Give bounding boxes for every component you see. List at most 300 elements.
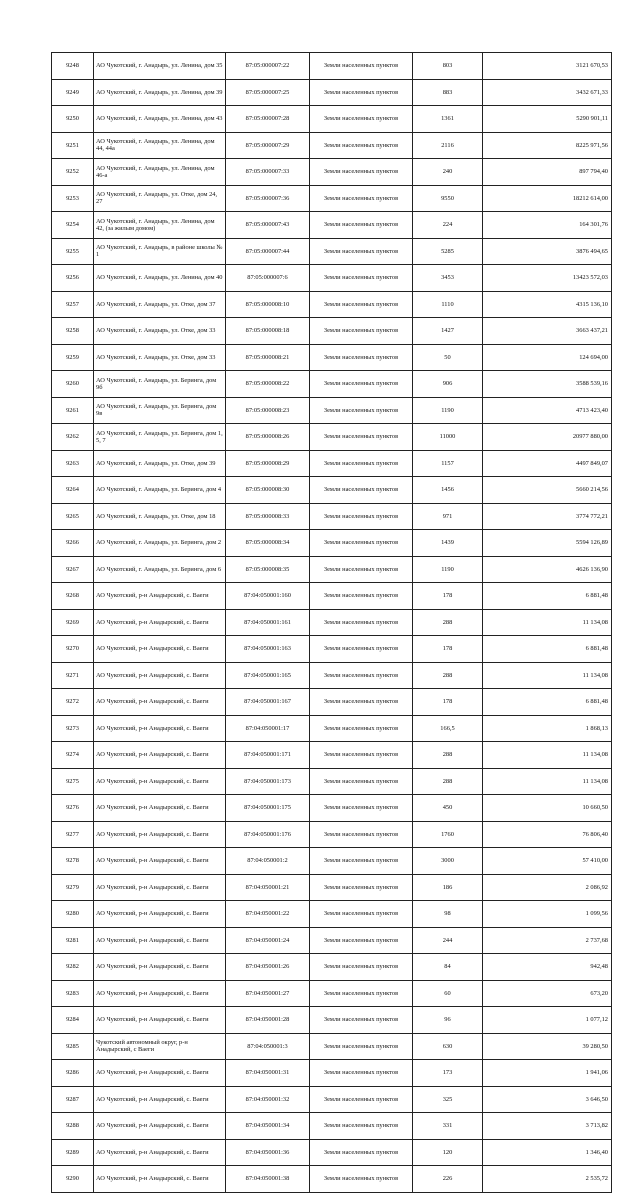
cadastral-value-cell: 57 410,00	[483, 848, 612, 875]
cadastral-value-cell: 76 806,40	[483, 821, 612, 848]
cadastral-value-cell: 11 134,08	[483, 662, 612, 689]
address-cell: АО Чукотский, г. Анадырь, ул. Ленина, дом 42, (за жилым домом)	[94, 212, 226, 239]
area-cell: 1190	[413, 397, 483, 424]
address-cell: АО Чукотский, р-н Анадырский, с. Ваеги	[94, 848, 226, 875]
land-category-cell: Земли населенных пунктов	[310, 291, 413, 318]
table-row	[52, 238, 612, 265]
row-number: 9271	[52, 662, 94, 689]
table-row	[52, 53, 612, 80]
table-row	[52, 1060, 612, 1087]
cadastral-value-cell: 1 868,13	[483, 715, 612, 742]
row-number: 9253	[52, 185, 94, 212]
land-category-cell: Земли населенных пунктов	[310, 954, 413, 981]
cadastral-number-cell: 87:05:000007:25	[226, 79, 310, 106]
address-cell: АО Чукотский, р-н Анадырский, с. Ваеги	[94, 821, 226, 848]
table-row	[52, 424, 612, 451]
table-row	[52, 1007, 612, 1034]
row-number: 9268	[52, 583, 94, 610]
area-cell: 240	[413, 159, 483, 186]
row-number: 9289	[52, 1139, 94, 1166]
land-category-cell: Земли населенных пунктов	[310, 1113, 413, 1140]
row-number: 9285	[52, 1033, 94, 1060]
cadastral-value-cell: 39 280,50	[483, 1033, 612, 1060]
area-cell: 288	[413, 768, 483, 795]
land-category-cell: Земли населенных пунктов	[310, 768, 413, 795]
cadastral-number-cell: 87:05:000007:36	[226, 185, 310, 212]
address-cell: АО Чукотский, р-н Анадырский, с. Ваеги	[94, 1166, 226, 1193]
cadastral-value-cell: 3663 437,21	[483, 318, 612, 345]
row-number: 9261	[52, 397, 94, 424]
table-row	[52, 927, 612, 954]
address-cell: АО Чукотский, г. Анадырь, ул. Ленина, дом 39	[94, 79, 226, 106]
land-category-cell: Земли населенных пунктов	[310, 503, 413, 530]
cadastral-number-cell: 87:05:000007:33	[226, 159, 310, 186]
cadastral-value-cell: 164 301,76	[483, 212, 612, 239]
table-row	[52, 79, 612, 106]
area-cell: 178	[413, 636, 483, 663]
land-category-cell: Земли населенных пунктов	[310, 132, 413, 159]
land-category-cell: Земли населенных пунктов	[310, 742, 413, 769]
row-number: 9282	[52, 954, 94, 981]
cadastral-value-cell: 11 134,08	[483, 742, 612, 769]
address-cell: АО Чукотский, г. Анадырь, ул. Беринга, дом 4	[94, 477, 226, 504]
cadastral-value-cell: 5594 126,89	[483, 530, 612, 557]
cadastral-value-cell: 20977 880,00	[483, 424, 612, 451]
cadastral-number-cell: 87:04:050001:160	[226, 583, 310, 610]
area-cell: 11000	[413, 424, 483, 451]
area-cell: 224	[413, 212, 483, 239]
table-row	[52, 768, 612, 795]
cadastral-number-cell: 87:04:050001:27	[226, 980, 310, 1007]
row-number: 9280	[52, 901, 94, 928]
table-row	[52, 450, 612, 477]
cadastral-number-cell: 87:04:050001:165	[226, 662, 310, 689]
land-category-cell: Земли населенных пунктов	[310, 424, 413, 451]
table-row	[52, 583, 612, 610]
area-cell: 9550	[413, 185, 483, 212]
land-category-cell: Земли населенных пунктов	[310, 265, 413, 292]
row-number: 9256	[52, 265, 94, 292]
table-row	[52, 503, 612, 530]
table-row	[52, 795, 612, 822]
cadastral-number-cell: 87:04:050001:167	[226, 689, 310, 716]
land-category-cell: Земли населенных пунктов	[310, 795, 413, 822]
area-cell: 178	[413, 583, 483, 610]
row-number: 9255	[52, 238, 94, 265]
cadastral-number-cell: 87:04:050001:161	[226, 609, 310, 636]
cadastral-value-cell: 6 881,48	[483, 583, 612, 610]
cadastral-number-cell: 87:05:000008:33	[226, 503, 310, 530]
table-row	[52, 344, 612, 371]
address-cell: АО Чукотский, р-н Анадырский, с. Ваеги	[94, 901, 226, 928]
area-cell: 244	[413, 927, 483, 954]
cadastral-number-cell: 87:04:050001:2	[226, 848, 310, 875]
address-cell: АО Чукотский, р-н Анадырский, с. Ваеги	[94, 874, 226, 901]
land-category-cell: Земли населенных пунктов	[310, 212, 413, 239]
cadastral-value-cell: 13423 572,03	[483, 265, 612, 292]
table-row	[52, 848, 612, 875]
table-row	[52, 1139, 612, 1166]
address-cell: АО Чукотский, р-н Анадырский, с. Ваеги	[94, 636, 226, 663]
cadastral-value-cell: 11 134,08	[483, 609, 612, 636]
area-cell: 971	[413, 503, 483, 530]
row-number: 9273	[52, 715, 94, 742]
land-category-cell: Земли населенных пунктов	[310, 450, 413, 477]
cadastral-value-cell: 673,20	[483, 980, 612, 1007]
land-category-cell: Земли населенных пунктов	[310, 662, 413, 689]
row-number: 9254	[52, 212, 94, 239]
address-cell: АО Чукотский, р-н Анадырский, с. Ваеги	[94, 609, 226, 636]
row-number: 9288	[52, 1113, 94, 1140]
land-category-cell: Земли населенных пунктов	[310, 1166, 413, 1193]
table-row	[52, 980, 612, 1007]
land-category-cell: Земли населенных пунктов	[310, 980, 413, 1007]
address-cell: АО Чукотский, г. Анадырь, ул. Беринга, дом 6	[94, 556, 226, 583]
table-row	[52, 901, 612, 928]
cadastral-value-cell: 6 881,48	[483, 689, 612, 716]
cadastral-value-cell: 11 134,08	[483, 768, 612, 795]
area-cell: 325	[413, 1086, 483, 1113]
row-number: 9263	[52, 450, 94, 477]
table-row	[52, 954, 612, 981]
row-number: 9283	[52, 980, 94, 1007]
table-row	[52, 715, 612, 742]
address-cell: Чукотский автономный округ, р-н Анадырский, с Ваеги	[94, 1033, 226, 1060]
address-cell: АО Чукотский, г. Анадырь, в районе школы № 1	[94, 238, 226, 265]
cadastral-number-cell: 87:04:050001:3	[226, 1033, 310, 1060]
row-number: 9250	[52, 106, 94, 133]
row-number: 9276	[52, 795, 94, 822]
table-row	[52, 821, 612, 848]
row-number: 9248	[52, 53, 94, 80]
area-cell: 96	[413, 1007, 483, 1034]
address-cell: АО Чукотский, г. Анадырь, ул. Беринга, дом 2	[94, 530, 226, 557]
cadastral-number-cell: 87:04:050001:17	[226, 715, 310, 742]
area-cell: 84	[413, 954, 483, 981]
address-cell: АО Чукотский, г. Анадырь, ул. Отке, дом 33	[94, 318, 226, 345]
row-number: 9259	[52, 344, 94, 371]
cadastral-number-cell: 87:04:050001:171	[226, 742, 310, 769]
row-number: 9270	[52, 636, 94, 663]
area-cell: 1456	[413, 477, 483, 504]
address-cell: АО Чукотский, г. Анадырь, ул. Отке, дом 33	[94, 344, 226, 371]
table-row	[52, 159, 612, 186]
row-number: 9279	[52, 874, 94, 901]
cadastral-number-cell: 87:05:000008:34	[226, 530, 310, 557]
table-row	[52, 662, 612, 689]
address-cell: АО Чукотский, г. Анадырь, ул. Беринга, дом 9б	[94, 371, 226, 398]
cadastral-value-cell: 2 086,92	[483, 874, 612, 901]
table-row	[52, 265, 612, 292]
land-category-cell: Земли населенных пунктов	[310, 106, 413, 133]
land-category-cell: Земли населенных пунктов	[310, 715, 413, 742]
area-cell: 450	[413, 795, 483, 822]
land-category-cell: Земли населенных пунктов	[310, 397, 413, 424]
cadastral-value-cell: 1 099,56	[483, 901, 612, 928]
area-cell: 1190	[413, 556, 483, 583]
land-category-cell: Земли населенных пунктов	[310, 53, 413, 80]
row-number: 9287	[52, 1086, 94, 1113]
cadastral-number-cell: 87:05:000008:22	[226, 371, 310, 398]
land-category-cell: Земли населенных пунктов	[310, 583, 413, 610]
row-number: 9286	[52, 1060, 94, 1087]
land-category-cell: Земли населенных пунктов	[310, 874, 413, 901]
row-number: 9281	[52, 927, 94, 954]
address-cell: АО Чукотский, р-н Анадырский, с. Ваеги	[94, 980, 226, 1007]
row-number: 9272	[52, 689, 94, 716]
row-number: 9260	[52, 371, 94, 398]
cadastral-number-cell: 87:04:050001:24	[226, 927, 310, 954]
address-cell: АО Чукотский, г. Анадырь, ул. Ленина, дом 40	[94, 265, 226, 292]
cadastral-value-cell: 3 713,82	[483, 1113, 612, 1140]
cadastral-value-cell: 4315 136,10	[483, 291, 612, 318]
area-cell: 1427	[413, 318, 483, 345]
cadastral-number-cell: 87:04:050001:36	[226, 1139, 310, 1166]
cadastral-value-cell: 3432 671,33	[483, 79, 612, 106]
area-cell: 50	[413, 344, 483, 371]
area-cell: 226	[413, 1166, 483, 1193]
cadastral-value-cell: 5660 214,56	[483, 477, 612, 504]
cadastral-value-cell: 4713 423,40	[483, 397, 612, 424]
land-category-cell: Земли населенных пунктов	[310, 1033, 413, 1060]
address-cell: АО Чукотский, г. Анадырь, ул. Ленина, дом 35	[94, 53, 226, 80]
address-cell: АО Чукотский, р-н Анадырский, с. Ваеги	[94, 1060, 226, 1087]
row-number: 9252	[52, 159, 94, 186]
table-row	[52, 530, 612, 557]
table-row	[52, 874, 612, 901]
address-cell: АО Чукотский, р-н Анадырский, с. Ваеги	[94, 1139, 226, 1166]
address-cell: АО Чукотский, г. Анадырь, ул. Ленина, дом 46-а	[94, 159, 226, 186]
land-category-cell: Земли населенных пунктов	[310, 1007, 413, 1034]
row-number: 9266	[52, 530, 94, 557]
cadastral-number-cell: 87:04:050001:173	[226, 768, 310, 795]
land-category-cell: Земли населенных пунктов	[310, 848, 413, 875]
table-row	[52, 1113, 612, 1140]
land-register-page	[51, 52, 611, 1193]
area-cell: 166,5	[413, 715, 483, 742]
cadastral-value-cell: 3876 494,65	[483, 238, 612, 265]
cadastral-number-cell: 87:04:050001:176	[226, 821, 310, 848]
cadastral-number-cell: 87:05:000008:21	[226, 344, 310, 371]
land-category-cell: Земли населенных пунктов	[310, 609, 413, 636]
area-cell: 5285	[413, 238, 483, 265]
cadastral-number-cell: 87:05:000007:44	[226, 238, 310, 265]
table-row	[52, 1166, 612, 1193]
cadastral-value-cell: 1 346,40	[483, 1139, 612, 1166]
area-cell: 1760	[413, 821, 483, 848]
land-category-cell: Земли населенных пунктов	[310, 556, 413, 583]
address-cell: АО Чукотский, г. Анадырь, ул. Отке, дом 39	[94, 450, 226, 477]
address-cell: АО Чукотский, г. Анадырь, ул. Отке, дом 37	[94, 291, 226, 318]
address-cell: АО Чукотский, г. Анадырь, ул. Беринга, дом 1, 5, 7	[94, 424, 226, 451]
cadastral-number-cell: 87:05:000007:6	[226, 265, 310, 292]
area-cell: 906	[413, 371, 483, 398]
cadastral-number-cell: 87:05:000008:26	[226, 424, 310, 451]
cadastral-value-cell: 2 737,68	[483, 927, 612, 954]
land-category-cell: Земли населенных пунктов	[310, 927, 413, 954]
address-cell: АО Чукотский, р-н Анадырский, с. Ваеги	[94, 742, 226, 769]
cadastral-value-cell: 3 646,50	[483, 1086, 612, 1113]
address-cell: АО Чукотский, г. Анадырь, ул. Отке, дом 18	[94, 503, 226, 530]
table-row	[52, 212, 612, 239]
area-cell: 173	[413, 1060, 483, 1087]
area-cell: 630	[413, 1033, 483, 1060]
cadastral-value-cell: 897 794,40	[483, 159, 612, 186]
cadastral-number-cell: 87:05:000008:23	[226, 397, 310, 424]
cadastral-number-cell: 87:05:000008:18	[226, 318, 310, 345]
area-cell: 1361	[413, 106, 483, 133]
cadastral-value-cell: 4626 136,90	[483, 556, 612, 583]
row-number: 9290	[52, 1166, 94, 1193]
table-row	[52, 132, 612, 159]
area-cell: 60	[413, 980, 483, 1007]
land-category-cell: Земли населенных пунктов	[310, 79, 413, 106]
area-cell: 883	[413, 79, 483, 106]
row-number: 9277	[52, 821, 94, 848]
row-number: 9275	[52, 768, 94, 795]
land-category-cell: Земли населенных пунктов	[310, 371, 413, 398]
address-cell: АО Чукотский, г. Анадырь, ул. Отке, дом 24, 27	[94, 185, 226, 212]
cadastral-number-cell: 87:04:050001:21	[226, 874, 310, 901]
table-row	[52, 318, 612, 345]
area-cell: 120	[413, 1139, 483, 1166]
table-row	[52, 106, 612, 133]
cadastral-number-cell: 87:04:050001:38	[226, 1166, 310, 1193]
row-number: 9264	[52, 477, 94, 504]
cadastral-value-cell: 124 694,00	[483, 344, 612, 371]
table-row	[52, 371, 612, 398]
cadastral-value-cell: 1 941,06	[483, 1060, 612, 1087]
land-category-cell: Земли населенных пунктов	[310, 1086, 413, 1113]
cadastral-value-cell: 4497 849,07	[483, 450, 612, 477]
area-cell: 331	[413, 1113, 483, 1140]
row-number: 9274	[52, 742, 94, 769]
area-cell: 98	[413, 901, 483, 928]
row-number: 9258	[52, 318, 94, 345]
table-row	[52, 742, 612, 769]
land-category-cell: Земли населенных пунктов	[310, 318, 413, 345]
land-plots-table	[51, 52, 612, 1193]
cadastral-value-cell: 3588 539,16	[483, 371, 612, 398]
cadastral-number-cell: 87:04:050001:26	[226, 954, 310, 981]
address-cell: АО Чукотский, г. Анадырь, ул. Ленина, дом 43	[94, 106, 226, 133]
land-category-cell: Земли населенных пунктов	[310, 821, 413, 848]
row-number: 9265	[52, 503, 94, 530]
address-cell: АО Чукотский, р-н Анадырский, с. Ваеги	[94, 954, 226, 981]
row-number: 9269	[52, 609, 94, 636]
cadastral-number-cell: 87:05:000008:35	[226, 556, 310, 583]
address-cell: АО Чукотский, р-н Анадырский, с. Ваеги	[94, 689, 226, 716]
table-body	[52, 53, 612, 1193]
cadastral-value-cell: 3774 772,21	[483, 503, 612, 530]
area-cell: 3000	[413, 848, 483, 875]
cadastral-number-cell: 87:05:000007:28	[226, 106, 310, 133]
area-cell: 1439	[413, 530, 483, 557]
row-number: 9257	[52, 291, 94, 318]
table-row	[52, 1033, 612, 1060]
cadastral-number-cell: 87:05:000007:22	[226, 53, 310, 80]
cadastral-number-cell: 87:04:050001:163	[226, 636, 310, 663]
address-cell: АО Чукотский, р-н Анадырский, с. Ваеги	[94, 715, 226, 742]
cadastral-number-cell: 87:04:050001:34	[226, 1113, 310, 1140]
row-number: 9278	[52, 848, 94, 875]
land-category-cell: Земли населенных пунктов	[310, 238, 413, 265]
land-category-cell: Земли населенных пунктов	[310, 689, 413, 716]
area-cell: 803	[413, 53, 483, 80]
cadastral-number-cell: 87:04:050001:32	[226, 1086, 310, 1113]
row-number: 9284	[52, 1007, 94, 1034]
cadastral-number-cell: 87:05:000007:29	[226, 132, 310, 159]
land-category-cell: Земли населенных пунктов	[310, 344, 413, 371]
row-number: 9249	[52, 79, 94, 106]
row-number: 9267	[52, 556, 94, 583]
area-cell: 1157	[413, 450, 483, 477]
cadastral-value-cell: 10 660,50	[483, 795, 612, 822]
table-row	[52, 636, 612, 663]
cadastral-number-cell: 87:05:000007:43	[226, 212, 310, 239]
land-category-cell: Земли населенных пунктов	[310, 159, 413, 186]
table-row	[52, 609, 612, 636]
cadastral-number-cell: 87:04:050001:175	[226, 795, 310, 822]
table-row	[52, 185, 612, 212]
cadastral-number-cell: 87:04:050001:28	[226, 1007, 310, 1034]
address-cell: АО Чукотский, г. Анадырь, ул. Ленина, дом 44, 44а	[94, 132, 226, 159]
address-cell: АО Чукотский, р-н Анадырский, с. Ваеги	[94, 1113, 226, 1140]
cadastral-number-cell: 87:05:000008:30	[226, 477, 310, 504]
address-cell: АО Чукотский, р-н Анадырский, с. Ваеги	[94, 795, 226, 822]
area-cell: 186	[413, 874, 483, 901]
address-cell: АО Чукотский, р-н Анадырский, с. Ваеги	[94, 1007, 226, 1034]
cadastral-number-cell: 87:05:000008:29	[226, 450, 310, 477]
land-category-cell: Земли населенных пунктов	[310, 530, 413, 557]
table-row	[52, 556, 612, 583]
land-category-cell: Земли населенных пунктов	[310, 901, 413, 928]
address-cell: АО Чукотский, р-н Анадырский, с. Ваеги	[94, 927, 226, 954]
table-row	[52, 397, 612, 424]
area-cell: 288	[413, 609, 483, 636]
address-cell: АО Чукотский, р-н Анадырский, с. Ваеги	[94, 583, 226, 610]
cadastral-value-cell: 1 077,12	[483, 1007, 612, 1034]
cadastral-number-cell: 87:04:050001:22	[226, 901, 310, 928]
cadastral-value-cell: 942,48	[483, 954, 612, 981]
area-cell: 288	[413, 742, 483, 769]
land-category-cell: Земли населенных пунктов	[310, 1139, 413, 1166]
land-category-cell: Земли населенных пунктов	[310, 636, 413, 663]
table-row	[52, 1086, 612, 1113]
land-category-cell: Земли населенных пунктов	[310, 1060, 413, 1087]
cadastral-number-cell: 87:04:050001:31	[226, 1060, 310, 1087]
area-cell: 3453	[413, 265, 483, 292]
address-cell: АО Чукотский, р-н Анадырский, с. Ваеги	[94, 1086, 226, 1113]
row-number: 9262	[52, 424, 94, 451]
area-cell: 2116	[413, 132, 483, 159]
cadastral-value-cell: 5290 901,11	[483, 106, 612, 133]
table-row	[52, 291, 612, 318]
cadastral-number-cell: 87:05:000008:10	[226, 291, 310, 318]
area-cell: 178	[413, 689, 483, 716]
area-cell: 288	[413, 662, 483, 689]
address-cell: АО Чукотский, р-н Анадырский, с. Ваеги	[94, 768, 226, 795]
row-number: 9251	[52, 132, 94, 159]
table-row	[52, 689, 612, 716]
cadastral-value-cell: 2 535,72	[483, 1166, 612, 1193]
address-cell: АО Чукотский, р-н Анадырский, с. Ваеги	[94, 662, 226, 689]
address-cell: АО Чукотский, г. Анадырь, ул. Беринга, дом 9в	[94, 397, 226, 424]
cadastral-value-cell: 6 881,48	[483, 636, 612, 663]
land-category-cell: Земли населенных пунктов	[310, 477, 413, 504]
area-cell: 1110	[413, 291, 483, 318]
cadastral-value-cell: 8225 971,56	[483, 132, 612, 159]
